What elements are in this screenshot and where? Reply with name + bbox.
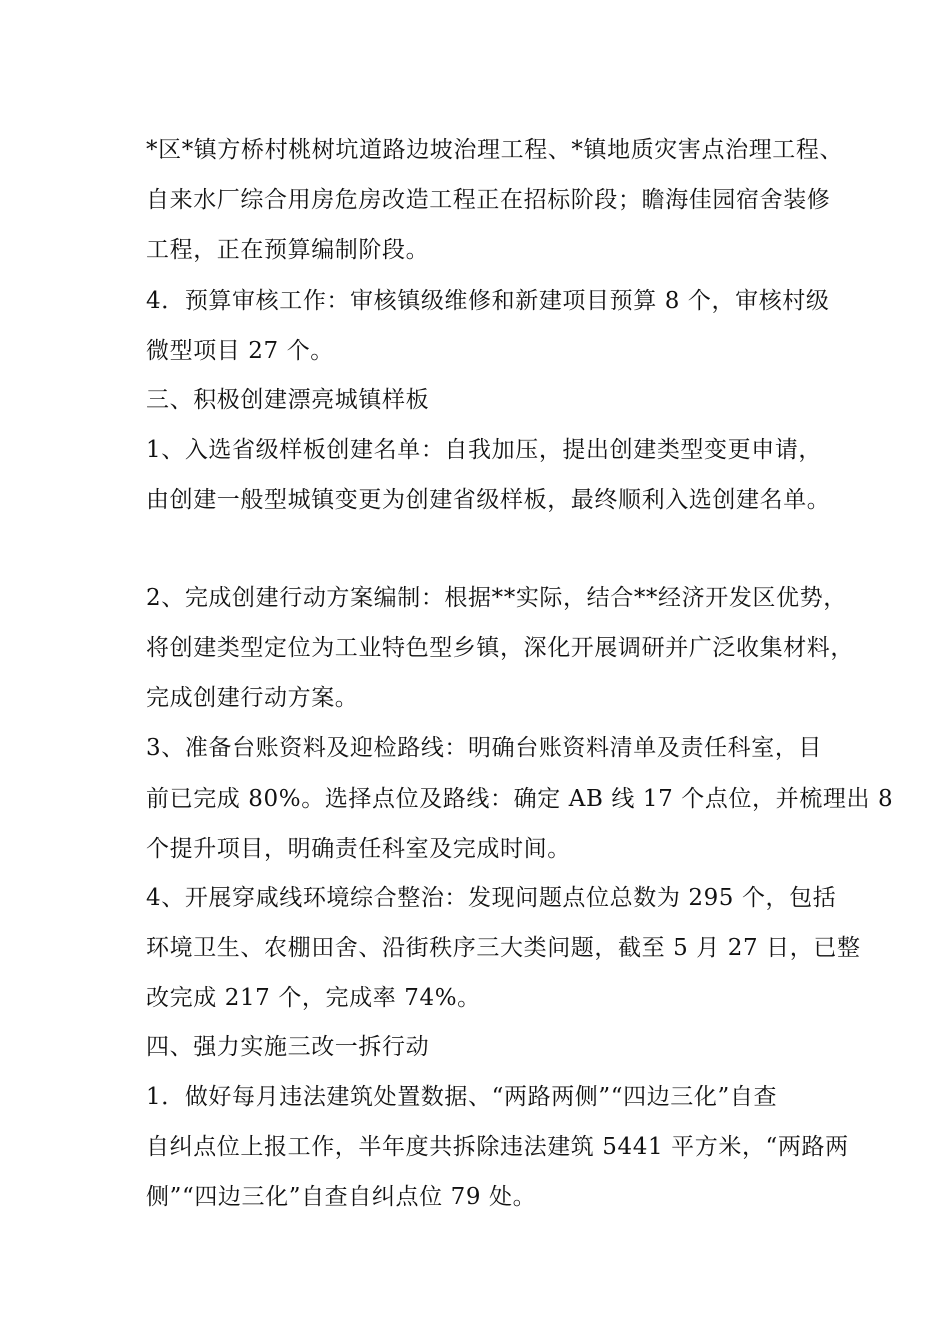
text-line: 4．预算审核工作：审核镇级维修和新建项目预算 8 个，审核村级 [146,288,830,314]
text-line: 工程，正在预算编制阶段。 [146,237,430,263]
text-line: 自纠点位上报工作，半年度共拆除违法建筑 5441 平方米，“两路两 [146,1134,849,1160]
section-heading: 四、强力实施三改一拆行动 [146,1034,430,1060]
text-line: 2、完成创建行动方案编制：根据**实际，结合**经济开发区优势， [146,585,847,611]
text-line: 4、开展穿咸线环境综合整治：发现问题点位总数为 295 个，包括 [146,885,837,911]
text-line: 改完成 217 个，完成率 74%。 [146,985,481,1011]
text-line: 1．做好每月违法建筑处置数据、“两路两侧”“四边三化”自查 [146,1084,778,1110]
text-line: 1、入选省级样板创建名单：自我加压，提出创建类型变更申请， [146,437,823,463]
text-line: 环境卫生、农棚田舍、沿街秩序三大类问题，截至 5 月 27 日，已整 [146,935,861,961]
text-line: *区*镇方桥村桃树坑道路边坡治理工程、*镇地质灾害点治理工程、 [146,137,844,163]
text-line: 前已完成 80%。选择点位及路线：确定 AB 线 17 个点位，并梳理出 8 [146,786,894,812]
text-line: 完成创建行动方案。 [146,685,359,711]
text-line: 由创建一般型城镇变更为创建省级样板，最终顺利入选创建名单。 [146,487,831,513]
text-line: 3、准备台账资料及迎检路线：明确台账资料清单及责任科室，目 [146,735,823,761]
text-line: 微型项目 27 个。 [146,338,334,364]
text-line: 侧”“四边三化”自查自纠点位 79 处。 [146,1184,537,1210]
text-line: 个提升项目，明确责任科室及完成时间。 [146,836,571,862]
text-line: 将创建类型定位为工业特色型乡镇，深化开展调研并广泛收集材料， [146,635,854,661]
section-heading: 三、积极创建漂亮城镇样板 [146,387,430,413]
text-line: 自来水厂综合用房危房改造工程正在招标阶段；瞻海佳园宿舍装修 [146,187,831,213]
